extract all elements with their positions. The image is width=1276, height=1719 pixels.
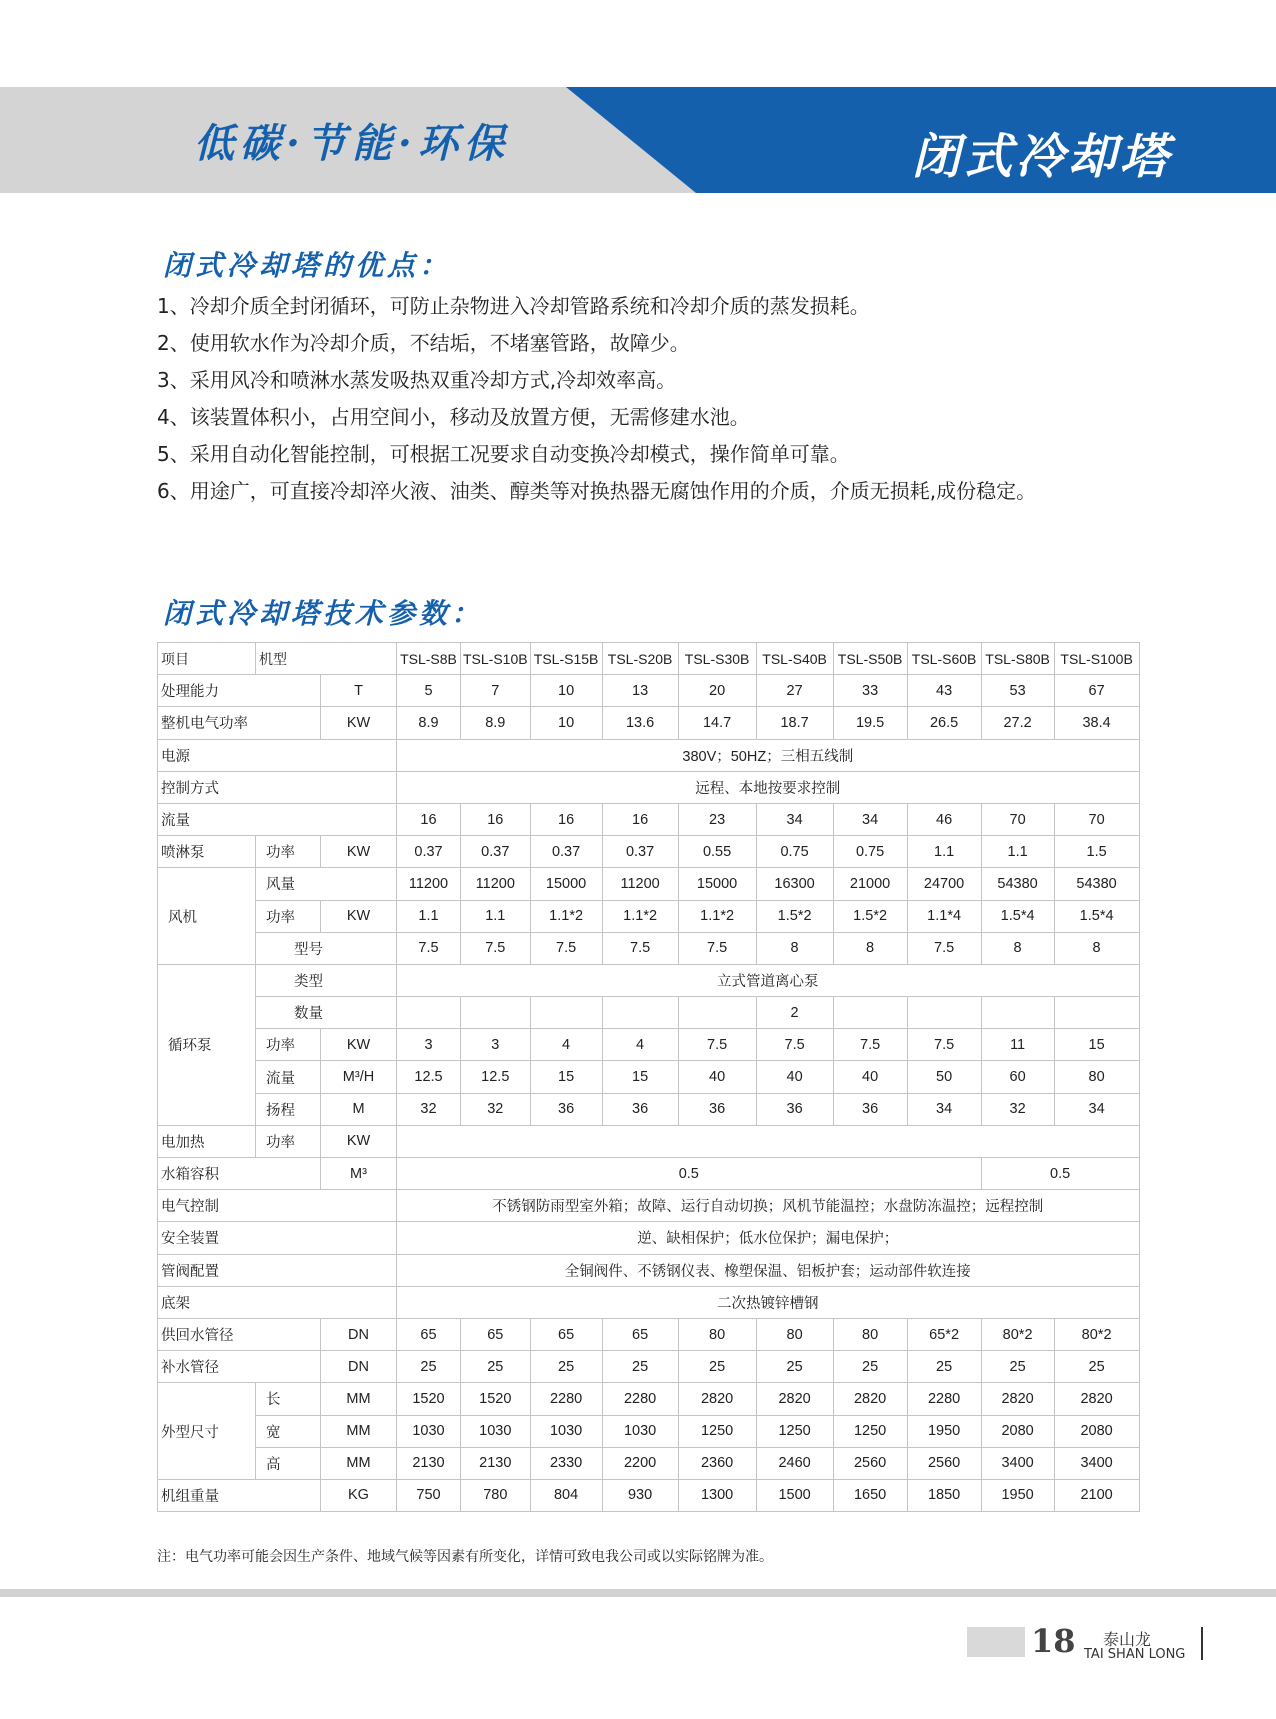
value-cell: 1.5*4 (1054, 900, 1139, 932)
value-cell: 3 (461, 1029, 531, 1061)
model-header-cell: TSL-S8B (397, 643, 461, 675)
value-cell: 1.5*2 (756, 900, 833, 932)
value-cell: 2200 (602, 1447, 678, 1479)
table-row (158, 1479, 1140, 1511)
value-cell: 1.1 (397, 900, 461, 932)
value-cell: 2820 (981, 1383, 1054, 1415)
value-cell: 2100 (1054, 1479, 1139, 1511)
table-row (158, 1286, 1140, 1318)
spec-table (157, 642, 1140, 1512)
value-cell: 25 (833, 1351, 907, 1383)
value-cell: 0.37 (602, 836, 678, 868)
unit-cell: KG (321, 1479, 397, 1511)
value-cell: 1650 (833, 1479, 907, 1511)
brand-name-en: TAI SHAN LONG (1084, 1647, 1186, 1662)
advantages-list (157, 289, 1157, 511)
value-cell: 32 (397, 1093, 461, 1125)
value-cell: 2 (756, 997, 833, 1029)
model-header-cell: TSL-S30B (678, 643, 756, 675)
value-cell: 25 (397, 1351, 461, 1383)
row-label: 安全装置 (158, 1222, 397, 1254)
value-cell: 1.1 (907, 836, 981, 868)
value-cell: 20 (678, 675, 756, 707)
merged-value-cell: 立式管道离心泵 (397, 964, 1140, 996)
value-cell: 65 (602, 1318, 678, 1350)
value-cell: 0.37 (461, 836, 531, 868)
value-cell: 80*2 (1054, 1318, 1139, 1350)
value-cell: 2560 (833, 1447, 907, 1479)
value-cell: 40 (678, 1061, 756, 1093)
value-cell: 25 (907, 1351, 981, 1383)
value-cell: 65 (461, 1318, 531, 1350)
specs-heading: 闭式冷却塔技术参数： (163, 597, 484, 630)
empty-cell (602, 997, 678, 1029)
empty-cell (907, 997, 981, 1029)
unit-cell: KW (321, 1125, 397, 1157)
value-cell: 930 (602, 1479, 678, 1511)
value-cell: 2280 (530, 1383, 602, 1415)
value-cell: 2820 (678, 1383, 756, 1415)
sub-label: 型号 (256, 932, 397, 964)
value-cell: 15 (530, 1061, 602, 1093)
value-cell: 2330 (530, 1447, 602, 1479)
value-cell: 13 (602, 675, 678, 707)
value-cell: 53 (981, 675, 1054, 707)
value-cell: 36 (756, 1093, 833, 1125)
value-cell: 7.5 (530, 932, 602, 964)
sub-label: 高 (256, 1447, 321, 1479)
value-cell: 2080 (981, 1415, 1054, 1447)
unit-cell: T (321, 675, 397, 707)
value-cell: 2360 (678, 1447, 756, 1479)
empty-cell (1054, 997, 1139, 1029)
value-cell: 2820 (1054, 1383, 1139, 1415)
value-cell: 24700 (907, 868, 981, 900)
value-cell: 1.5 (1054, 836, 1139, 868)
sub-label: 功率 (256, 836, 321, 868)
value-cell: 0.37 (530, 836, 602, 868)
table-row (158, 1125, 1140, 1157)
unit-cell: KW (321, 836, 397, 868)
value-cell: 16300 (756, 868, 833, 900)
list-item: 2、使用软水作为冷却介质，不结垢，不堵塞管路，故障少。 (157, 331, 690, 355)
empty-cell (530, 997, 602, 1029)
unit-cell: DN (321, 1318, 397, 1350)
model-header-cell: TSL-S20B (602, 643, 678, 675)
value-cell: 1.1*2 (678, 900, 756, 932)
page-number: 18 (1031, 1622, 1076, 1660)
merged-value-cell: 逆、缺相保护；低水位保护；漏电保护； (397, 1222, 1140, 1254)
value-cell: 11200 (397, 868, 461, 900)
value-cell: 36 (530, 1093, 602, 1125)
row-label: 流量 (158, 803, 397, 835)
spec-table-body (158, 643, 1140, 1512)
row-label: 机组重量 (158, 1479, 321, 1511)
value-cell: 19.5 (833, 707, 907, 739)
value-cell: 25 (530, 1351, 602, 1383)
value-cell: 38.4 (1054, 707, 1139, 739)
value-cell: 2460 (756, 1447, 833, 1479)
table-row (158, 643, 1140, 675)
brand-name-cn: 泰山龙 (1103, 1630, 1152, 1649)
value-cell: 1030 (530, 1415, 602, 1447)
value-cell: 0.75 (756, 836, 833, 868)
row-label: 处理能力 (158, 675, 321, 707)
value-cell: 11200 (461, 868, 531, 900)
value-cell: 1250 (833, 1415, 907, 1447)
value-cell: 26.5 (907, 707, 981, 739)
row-label: 水箱容积 (158, 1158, 321, 1190)
value-cell: 12.5 (397, 1061, 461, 1093)
table-row (158, 932, 1140, 964)
row-label: 补水管径 (158, 1351, 321, 1383)
value-cell: 1.1 (981, 836, 1054, 868)
sub-label: 长 (256, 1383, 321, 1415)
value-cell: 32 (461, 1093, 531, 1125)
value-cell: 80*2 (981, 1318, 1054, 1350)
value-cell: 25 (981, 1351, 1054, 1383)
value-cell: 4 (530, 1029, 602, 1061)
row-label: 循环泵 (158, 964, 256, 1125)
value-cell: 46 (907, 803, 981, 835)
footer-divider (0, 1589, 1276, 1597)
value-cell: 54380 (1054, 868, 1139, 900)
empty-cell (833, 997, 907, 1029)
value-cell: 25 (756, 1351, 833, 1383)
row-label: 底架 (158, 1286, 397, 1318)
value-cell: 1520 (461, 1383, 531, 1415)
value-cell: 7.5 (461, 932, 531, 964)
value-cell: 1850 (907, 1479, 981, 1511)
value-cell: 12.5 (461, 1061, 531, 1093)
value-cell: 1.5*2 (833, 900, 907, 932)
value-cell: 34 (1054, 1093, 1139, 1125)
table-row (158, 1093, 1140, 1125)
empty-cell (397, 1125, 1140, 1157)
value-cell: 14.7 (678, 707, 756, 739)
value-cell: 0.37 (397, 836, 461, 868)
value-cell: 7.5 (602, 932, 678, 964)
value-cell: 2130 (461, 1447, 531, 1479)
value-cell: 1.1*2 (530, 900, 602, 932)
value-cell: 7.5 (907, 932, 981, 964)
value-cell: 80 (833, 1318, 907, 1350)
merged-value-cell: 0.5 (981, 1158, 1139, 1190)
model-header-cell: TSL-S40B (756, 643, 833, 675)
value-cell: 15000 (530, 868, 602, 900)
model-header-cell: TSL-S10B (461, 643, 531, 675)
value-cell: 8.9 (461, 707, 531, 739)
header-cell-model: 机型 (256, 643, 397, 675)
value-cell: 18.7 (756, 707, 833, 739)
value-cell: 16 (397, 803, 461, 835)
sub-label: 数量 (256, 997, 397, 1029)
model-header-cell: TSL-S100B (1054, 643, 1139, 675)
value-cell: 750 (397, 1479, 461, 1511)
value-cell: 1300 (678, 1479, 756, 1511)
value-cell: 80 (1054, 1061, 1139, 1093)
unit-cell: KW (321, 707, 397, 739)
value-cell: 5 (397, 675, 461, 707)
unit-cell: KW (321, 1029, 397, 1061)
value-cell: 40 (756, 1061, 833, 1093)
row-label: 电源 (158, 739, 397, 771)
value-cell: 3400 (981, 1447, 1054, 1479)
table-row (158, 997, 1140, 1029)
value-cell: 36 (602, 1093, 678, 1125)
table-row (158, 1158, 1140, 1190)
value-cell: 70 (981, 803, 1054, 835)
unit-cell: M³/H (321, 1061, 397, 1093)
product-title: 闭式冷却塔 (912, 129, 1173, 185)
row-label: 喷淋泵 (158, 836, 256, 868)
value-cell: 10 (530, 675, 602, 707)
value-cell: 16 (530, 803, 602, 835)
value-cell: 1.5*4 (981, 900, 1054, 932)
value-cell: 1030 (397, 1415, 461, 1447)
value-cell: 15000 (678, 868, 756, 900)
value-cell: 23 (678, 803, 756, 835)
value-cell: 7.5 (907, 1029, 981, 1061)
value-cell: 3 (397, 1029, 461, 1061)
footnote: 注：电气功率可能会因生产条件、地域气候等因素有所变化，详情可致电我公司或以实际铭牌为准。 (157, 1549, 773, 1565)
unit-cell: MM (321, 1447, 397, 1479)
table-row (158, 1351, 1140, 1383)
merged-value-cell: 全铜阀件、不锈钢仪表、橡塑保温、铝板护套；运动部件软连接 (397, 1254, 1140, 1286)
table-row (158, 964, 1140, 996)
unit-cell: M (321, 1093, 397, 1125)
merged-value-cell: 380V；50HZ；三相五线制 (397, 739, 1140, 771)
table-row (158, 1222, 1140, 1254)
value-cell: 27.2 (981, 707, 1054, 739)
value-cell: 4 (602, 1029, 678, 1061)
value-cell: 67 (1054, 675, 1139, 707)
value-cell: 2280 (602, 1383, 678, 1415)
unit-cell: KW (321, 900, 397, 932)
merged-value-cell: 远程、本地按要求控制 (397, 771, 1140, 803)
table-row (158, 836, 1140, 868)
sub-label: 功率 (256, 1125, 321, 1157)
value-cell: 70 (1054, 803, 1139, 835)
value-cell: 1030 (602, 1415, 678, 1447)
value-cell: 80 (678, 1318, 756, 1350)
value-cell: 36 (833, 1093, 907, 1125)
table-row (158, 675, 1140, 707)
value-cell: 8 (833, 932, 907, 964)
model-header-cell: TSL-S80B (981, 643, 1054, 675)
value-cell: 8 (1054, 932, 1139, 964)
value-cell: 40 (833, 1061, 907, 1093)
value-cell: 21000 (833, 868, 907, 900)
sub-label: 类型 (256, 964, 397, 996)
value-cell: 1030 (461, 1415, 531, 1447)
sub-label: 扬程 (256, 1093, 321, 1125)
value-cell: 2820 (833, 1383, 907, 1415)
value-cell: 34 (907, 1093, 981, 1125)
value-cell: 1.1*4 (907, 900, 981, 932)
header-cell-item: 项目 (158, 643, 256, 675)
value-cell: 2820 (756, 1383, 833, 1415)
merged-value-cell: 0.5 (397, 1158, 982, 1190)
empty-cell (678, 997, 756, 1029)
value-cell: 7.5 (397, 932, 461, 964)
value-cell: 8 (981, 932, 1054, 964)
value-cell: 27 (756, 675, 833, 707)
value-cell: 60 (981, 1061, 1054, 1093)
value-cell: 43 (907, 675, 981, 707)
table-row (158, 900, 1140, 932)
unit-cell: M³ (321, 1158, 397, 1190)
page-number-box (967, 1627, 1025, 1657)
value-cell: 0.55 (678, 836, 756, 868)
value-cell: 8 (756, 932, 833, 964)
value-cell: 25 (678, 1351, 756, 1383)
row-label: 电气控制 (158, 1190, 397, 1222)
row-label: 电加热 (158, 1125, 256, 1157)
value-cell: 2130 (397, 1447, 461, 1479)
table-row (158, 1318, 1140, 1350)
table-row (158, 707, 1140, 739)
value-cell: 25 (1054, 1351, 1139, 1383)
value-cell: 13.6 (602, 707, 678, 739)
row-label: 整机电气功率 (158, 707, 321, 739)
value-cell: 54380 (981, 868, 1054, 900)
row-label: 供回水管径 (158, 1318, 321, 1350)
row-label: 风机 (158, 868, 256, 965)
value-cell: 7.5 (756, 1029, 833, 1061)
value-cell: 7.5 (678, 1029, 756, 1061)
sub-label: 流量 (256, 1061, 321, 1093)
table-row (158, 1061, 1140, 1093)
table-row (158, 803, 1140, 835)
merged-value-cell: 不锈钢防雨型室外箱；故障、运行自动切换；风机节能温控；水盘防冻温控；远程控制 (397, 1190, 1140, 1222)
sub-label: 功率 (256, 1029, 321, 1061)
value-cell: 7.5 (833, 1029, 907, 1061)
value-cell: 15 (602, 1061, 678, 1093)
value-cell: 1250 (678, 1415, 756, 1447)
table-row (158, 739, 1140, 771)
value-cell: 804 (530, 1479, 602, 1511)
table-row (158, 1415, 1140, 1447)
table-row (158, 868, 1140, 900)
row-label: 外型尺寸 (158, 1383, 256, 1480)
value-cell: 1250 (756, 1415, 833, 1447)
value-cell: 65*2 (907, 1318, 981, 1350)
value-cell: 36 (678, 1093, 756, 1125)
slogan: 低碳·节能·环保 (194, 120, 510, 167)
empty-cell (981, 997, 1054, 1029)
value-cell: 11200 (602, 868, 678, 900)
value-cell: 1.1 (461, 900, 531, 932)
unit-cell: MM (321, 1383, 397, 1415)
value-cell: 2280 (907, 1383, 981, 1415)
unit-cell: MM (321, 1415, 397, 1447)
value-cell: 0.75 (833, 836, 907, 868)
model-header-cell: TSL-S50B (833, 643, 907, 675)
brand-divider (1201, 1627, 1203, 1660)
row-label: 控制方式 (158, 771, 397, 803)
empty-cell (397, 997, 461, 1029)
list-item: 5、采用自动化智能控制，可根据工况要求自动变换冷却模式，操作简单可靠。 (157, 442, 850, 466)
value-cell: 780 (461, 1479, 531, 1511)
value-cell: 10 (530, 707, 602, 739)
empty-cell (461, 997, 531, 1029)
list-item: 4、该装置体积小，占用空间小，移动及放置方便，无需修建水池。 (157, 405, 750, 429)
list-item: 1、冷却介质全封闭循环，可防止杂物进入冷却管路系统和冷却介质的蒸发损耗。 (157, 294, 870, 318)
value-cell: 1.1*2 (602, 900, 678, 932)
table-row (158, 1447, 1140, 1479)
advantages-heading: 闭式冷却塔的优点： (163, 249, 452, 282)
value-cell: 80 (756, 1318, 833, 1350)
sub-label: 宽 (256, 1415, 321, 1447)
table-row (158, 771, 1140, 803)
table-row (158, 1254, 1140, 1286)
value-cell: 1500 (756, 1479, 833, 1511)
value-cell: 65 (530, 1318, 602, 1350)
value-cell: 1520 (397, 1383, 461, 1415)
value-cell: 15 (1054, 1029, 1139, 1061)
value-cell: 7 (461, 675, 531, 707)
value-cell: 2080 (1054, 1415, 1139, 1447)
value-cell: 16 (461, 803, 531, 835)
value-cell: 34 (756, 803, 833, 835)
row-label: 管阀配置 (158, 1254, 397, 1286)
list-item: 3、采用风冷和喷淋水蒸发吸热双重冷却方式,冷却效率高。 (157, 368, 677, 392)
value-cell: 7.5 (678, 932, 756, 964)
unit-cell: DN (321, 1351, 397, 1383)
value-cell: 1950 (907, 1415, 981, 1447)
value-cell: 3400 (1054, 1447, 1139, 1479)
value-cell: 8.9 (397, 707, 461, 739)
table-row (158, 1190, 1140, 1222)
sub-label: 风量 (256, 868, 397, 900)
sub-label: 功率 (256, 900, 321, 932)
value-cell: 34 (833, 803, 907, 835)
value-cell: 33 (833, 675, 907, 707)
model-header-cell: TSL-S15B (530, 643, 602, 675)
value-cell: 11 (981, 1029, 1054, 1061)
list-item: 6、用途广，可直接冷却淬火液、油类、醇类等对换热器无腐蚀作用的介质，介质无损耗,成份稳定。 (157, 479, 1037, 503)
table-row (158, 1029, 1140, 1061)
value-cell: 1950 (981, 1479, 1054, 1511)
value-cell: 2560 (907, 1447, 981, 1479)
value-cell: 16 (602, 803, 678, 835)
value-cell: 32 (981, 1093, 1054, 1125)
model-header-cell: TSL-S60B (907, 643, 981, 675)
merged-value-cell: 二次热镀锌槽钢 (397, 1286, 1140, 1318)
value-cell: 50 (907, 1061, 981, 1093)
value-cell: 65 (397, 1318, 461, 1350)
value-cell: 25 (461, 1351, 531, 1383)
table-row (158, 1383, 1140, 1415)
value-cell: 25 (602, 1351, 678, 1383)
